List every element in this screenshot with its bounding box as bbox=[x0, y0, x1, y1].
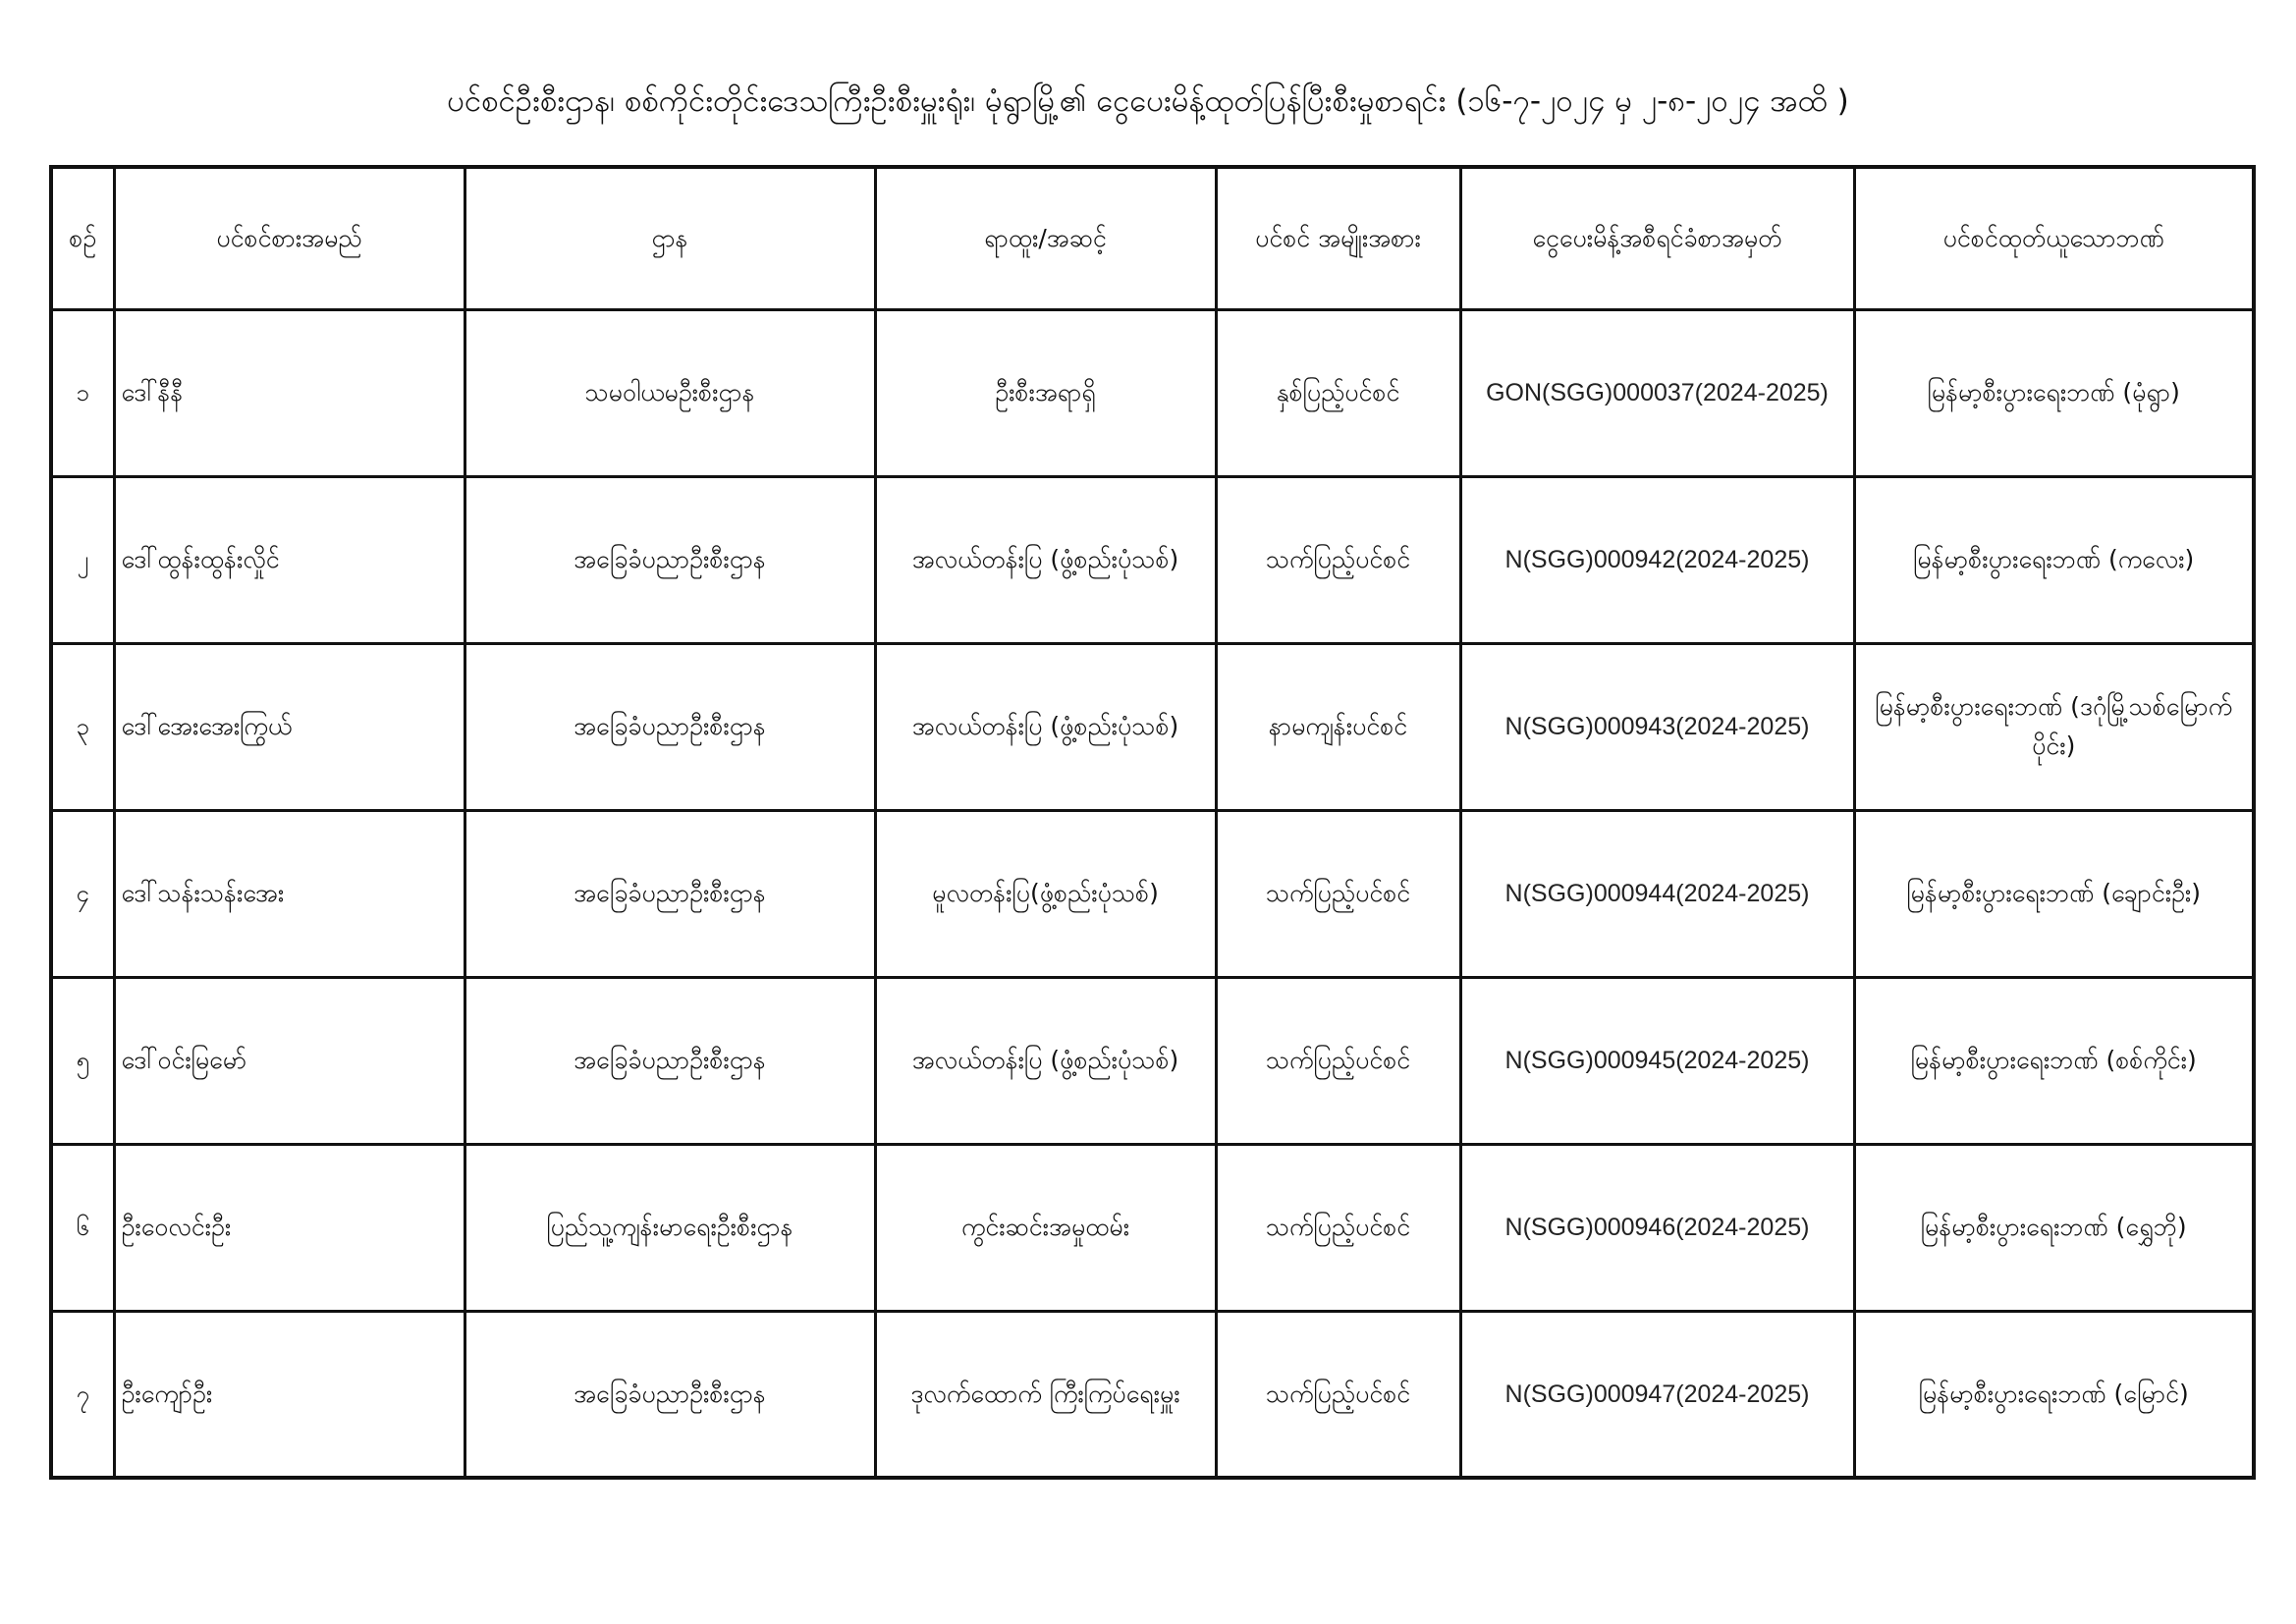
cell-license-no: N(SGG)000942(2024-2025) bbox=[1460, 476, 1854, 643]
cell-license-no: N(SGG)000946(2024-2025) bbox=[1460, 1144, 1854, 1311]
cell-department: အခြေခံပညာဦးစီးဌာန bbox=[465, 1311, 875, 1478]
cell-pension-type: သက်ပြည့်ပင်စင် bbox=[1216, 810, 1460, 977]
cell-department: အခြေခံပညာဦးစီးဌာန bbox=[465, 643, 875, 810]
cell-pension-type: သက်ပြည့်ပင်စင် bbox=[1216, 1311, 1460, 1478]
cell-num: ၇ bbox=[51, 1311, 114, 1478]
table-row bbox=[51, 643, 2254, 810]
cell-license-no: GON(SGG)000037(2024-2025) bbox=[1460, 309, 1854, 476]
header-pension-type: ပင်စင် အမျိုးအစား bbox=[1216, 167, 1460, 309]
cell-position: ကွင်းဆင်းအမှုထမ်း bbox=[875, 1144, 1216, 1311]
cell-department: ပြည်သူ့ကျန်းမာရေးဦးစီးဌာန bbox=[465, 1144, 875, 1311]
header-num: စဉ် bbox=[51, 167, 114, 309]
cell-license-no: N(SGG)000943(2024-2025) bbox=[1460, 643, 1854, 810]
cell-pension-type: နှစ်ပြည့်ပင်စင် bbox=[1216, 309, 1460, 476]
cell-name: ဒေါ်ဝင်းမြမော် bbox=[114, 977, 465, 1144]
cell-pension-type: သက်ပြည့်ပင်စင် bbox=[1216, 1144, 1460, 1311]
cell-license-no: N(SGG)000947(2024-2025) bbox=[1460, 1311, 1854, 1478]
cell-name: ဒေါ်သန်းသန်းအေး bbox=[114, 810, 465, 977]
cell-department: အခြေခံပညာဦးစီးဌာန bbox=[465, 810, 875, 977]
cell-department: အခြေခံပညာဦးစီးဌာန bbox=[465, 476, 875, 643]
cell-num: ၄ bbox=[51, 810, 114, 977]
cell-license-no: N(SGG)000944(2024-2025) bbox=[1460, 810, 1854, 977]
cell-bank: မြန်မာ့စီးပွားရေးဘဏ် (စစ်ကိုင်း) bbox=[1854, 977, 2254, 1144]
cell-bank: မြန်မာ့စီးပွားရေးဘဏ် (မြောင်) bbox=[1854, 1311, 2254, 1478]
table-header-row bbox=[51, 167, 2254, 309]
document-title: ပင်စင်ဦးစီးဌာန၊ စစ်ကိုင်းတိုင်းဒေသကြီးဦးစီးမှူးရုံး၊ မုံရွာမြို့၏ ငွေပေးမိန့်ထုတ်ပြန်ပြီးစီးမှုစာရင်း (၁၆-၇-၂၀၂၄ မှ ၂-၈-၂၀၂၄ အထိ ) bbox=[447, 83, 1849, 119]
cell-department: အခြေခံပညာဦးစီးဌာန bbox=[465, 977, 875, 1144]
header-position: ရာထူး/အဆင့် bbox=[875, 167, 1216, 309]
cell-position: ဦးစီးအရာရှိ bbox=[875, 309, 1216, 476]
table-row bbox=[51, 977, 2254, 1144]
cell-bank: မြန်မာ့စီးပွားရေးဘဏ် (ကလေး) bbox=[1854, 476, 2254, 643]
table-row bbox=[51, 476, 2254, 643]
cell-num: ၃ bbox=[51, 643, 114, 810]
table-row bbox=[51, 1144, 2254, 1311]
cell-position: ဒုလက်ထောက် ကြီးကြပ်ရေးမှူး bbox=[875, 1311, 1216, 1478]
cell-pension-type: သက်ပြည့်ပင်စင် bbox=[1216, 476, 1460, 643]
cell-position: အလယ်တန်းပြ (ဖွံ့စည်းပုံသစ်) bbox=[875, 476, 1216, 643]
pension-table bbox=[49, 165, 2256, 1480]
cell-num: ၁ bbox=[51, 309, 114, 476]
header-bank: ပင်စင်ထုတ်ယူသောဘဏ် bbox=[1854, 167, 2254, 309]
cell-name: ဒေါ်နီနီ bbox=[114, 309, 465, 476]
cell-bank: မြန်မာ့စီးပွားရေးဘဏ် (မုံရွာ) bbox=[1854, 309, 2254, 476]
cell-position: အလယ်တန်းပြ (ဖွံ့စည်းပုံသစ်) bbox=[875, 977, 1216, 1144]
cell-position: မူလတန်းပြ(ဖွံ့စည်းပုံသစ်) bbox=[875, 810, 1216, 977]
cell-num: ၆ bbox=[51, 1144, 114, 1311]
cell-bank: မြန်မာ့စီးပွားရေးဘဏ် (ရွှေဘို) bbox=[1854, 1144, 2254, 1311]
cell-pension-type: သက်ပြည့်ပင်စင် bbox=[1216, 977, 1460, 1144]
cell-name: ဦးကျော်ဦး bbox=[114, 1311, 465, 1478]
cell-name: ဦးဝေလင်းဦး bbox=[114, 1144, 465, 1311]
cell-pension-type: နာမကျန်းပင်စင် bbox=[1216, 643, 1460, 810]
header-department: ဌာန bbox=[465, 167, 875, 309]
table-row bbox=[51, 1311, 2254, 1478]
header-name: ပင်စင်စားအမည် bbox=[114, 167, 465, 309]
cell-num: ၅ bbox=[51, 977, 114, 1144]
cell-name: ဒေါ်အေးအေးကြွယ် bbox=[114, 643, 465, 810]
table-row bbox=[51, 810, 2254, 977]
cell-license-no: N(SGG)000945(2024-2025) bbox=[1460, 977, 1854, 1144]
cell-num: ၂ bbox=[51, 476, 114, 643]
table-row bbox=[51, 309, 2254, 476]
cell-name: ဒေါ်ထွန်းထွန်းလှိုင် bbox=[114, 476, 465, 643]
cell-bank: မြန်မာ့စီးပွားရေးဘဏ် (ဒဂုံမြို့သစ်မြောက်ပိုင်း) bbox=[1854, 643, 2254, 810]
cell-position: အလယ်တန်းပြ (ဖွံ့စည်းပုံသစ်) bbox=[875, 643, 1216, 810]
cell-department: သမဝါယမဦးစီးဌာန bbox=[465, 309, 875, 476]
cell-bank: မြန်မာ့စီးပွားရေးဘဏ် (ချောင်းဦး) bbox=[1854, 810, 2254, 977]
header-license-no: ငွေပေးမိန့်အစီရင်ခံစာအမှတ် bbox=[1460, 167, 1854, 309]
